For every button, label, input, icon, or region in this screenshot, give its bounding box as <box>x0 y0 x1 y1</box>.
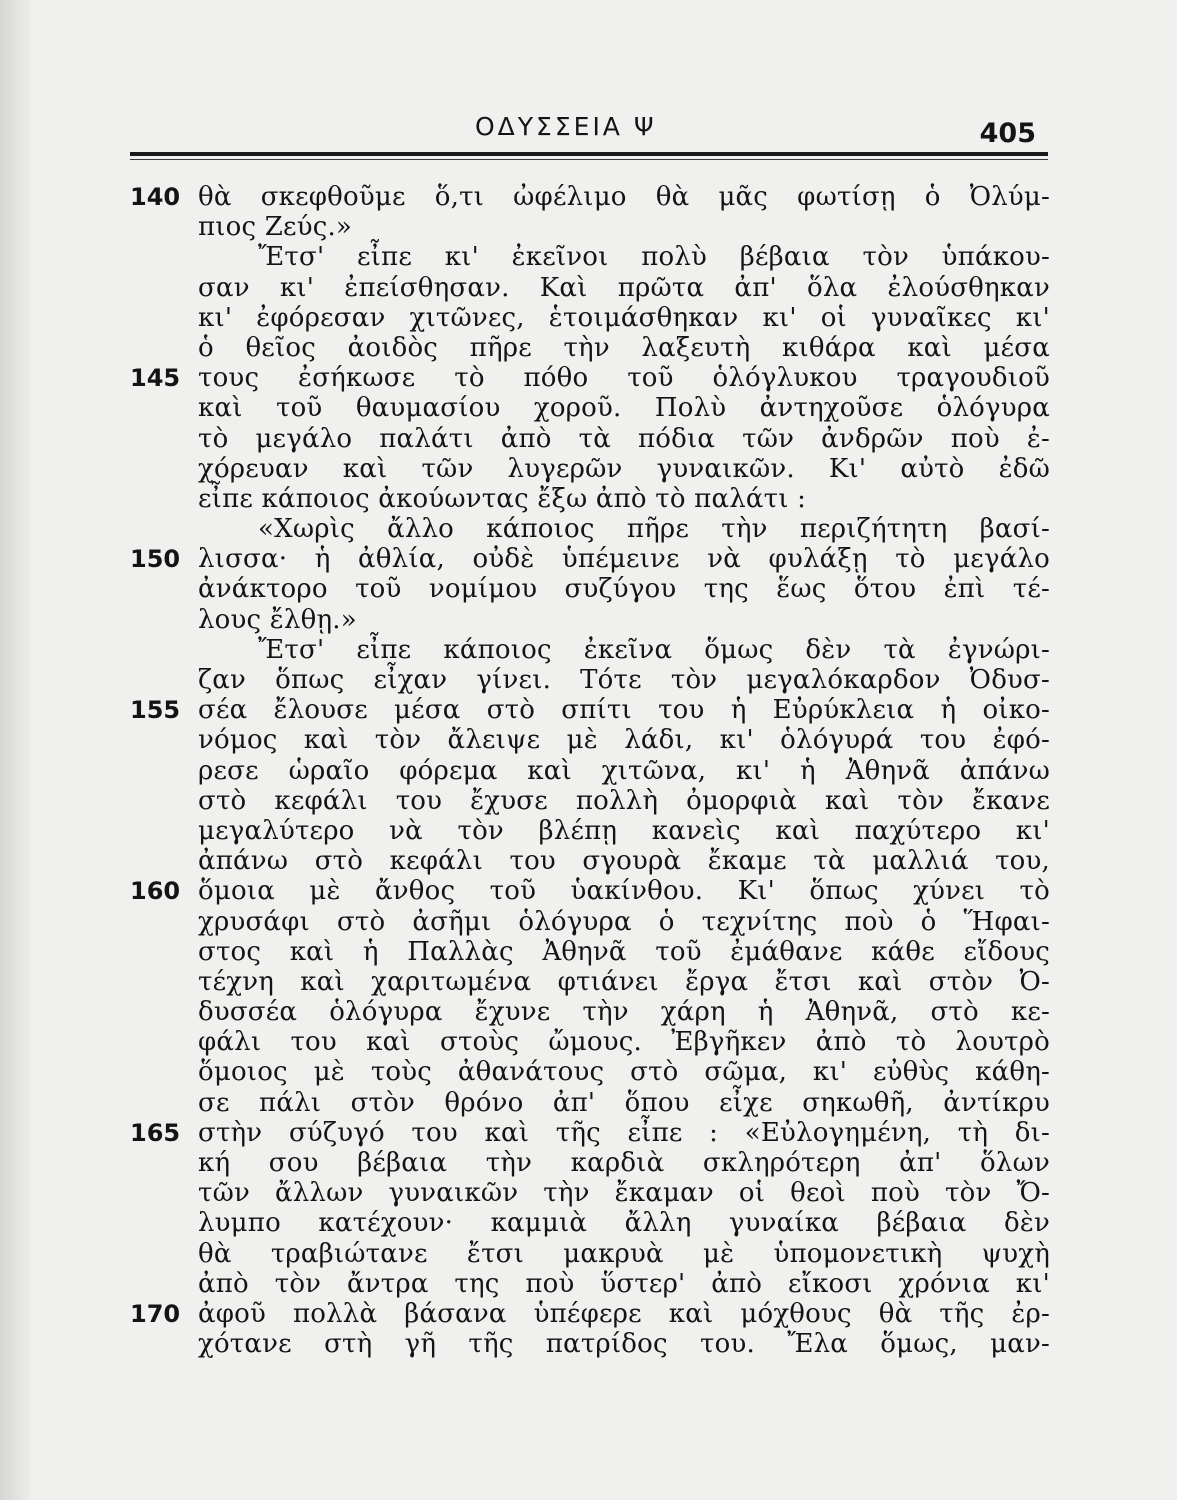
text-line <box>130 212 1050 242</box>
text-line <box>130 997 1050 1027</box>
text-line <box>130 1239 1050 1269</box>
text-line <box>130 1027 1050 1057</box>
line-text: στὸ κεφάλι του ἔχυσε πολλὴ ὀμορφιὰ καὶ τὸν ἔκανε <box>198 785 1050 816</box>
text-line <box>130 1118 1050 1148</box>
line-text: ἀνάκτορο τοῦ νομίμου συζύγου της ἕως ὅτου ἐπὶ τέ- <box>198 574 1050 605</box>
line-number: 165 <box>130 1118 181 1147</box>
text-line <box>130 544 1050 574</box>
line-text: πιος Ζεύς.» <box>198 212 353 243</box>
text-line <box>130 1057 1050 1087</box>
line-text: νόμος καὶ τὸν ἄλειψε μὲ λάδι, κι' ὁλόγυρά του ἐφό- <box>198 725 1050 756</box>
line-number: 140 <box>130 183 181 211</box>
line-text: Ἔτσ' εἶπε κάποιος ἐκεῖνα ὅμως δὲν τὰ ἐγνώρι- <box>258 634 1050 665</box>
line-text: ὅμοιος μὲ τοὺς ἀθανάτους στὸ σῶμα, κι' εὐθὺς κάθη- <box>198 1057 1050 1088</box>
text-line <box>130 424 1050 454</box>
text-line <box>130 605 1050 635</box>
text-line <box>130 273 1050 303</box>
text-line <box>130 242 1050 272</box>
text-line <box>130 574 1050 604</box>
text-line <box>130 816 1050 846</box>
line-text: ἀπάνω στὸ κεφάλι του σγουρὰ ἔκαμε τὰ μαλλιά του, <box>198 846 1050 877</box>
text-line <box>130 695 1050 725</box>
line-number: 155 <box>130 696 181 725</box>
line-text: ὁ θεῖος ἀοιδὸς πῆρε τὴν λαξευτὴ κιθάρα καὶ μέσα <box>198 332 1050 363</box>
line-text: ἀφοῦ πολλὰ βάσανα ὑπέφερε καὶ μόχθους θὰ τῆς ἐρ- <box>198 1298 1050 1329</box>
line-text: σαν κι' ἐπείσθησαν. Καὶ πρῶτα ἀπ' ὅλα ἐλούσθηκαν <box>198 272 1050 303</box>
line-text: τους ἐσήκωσε τὸ πόθο τοῦ ὁλόγλυκου τραγουδιοῦ <box>198 363 1050 394</box>
text-line <box>130 363 1050 393</box>
text-line <box>130 907 1050 937</box>
line-text: καὶ τοῦ θαυμασίου χοροῦ. Πολὺ ἀντηχοῦσε ὁλόγυρα <box>198 393 1050 424</box>
line-text: ζαν ὅπως εἶχαν γίνει. Τότε τὸν μεγαλόκαρδον Ὀδυσ- <box>198 665 1050 695</box>
text-line <box>130 1148 1050 1178</box>
line-text: Ἔτσ' εἶπε κι' ἐκεῖνοι πολὺ βέβαια τὸν ὑπάκου- <box>258 242 1050 273</box>
running-title: ΟΔΥΣΣΕΙΑ Ψ <box>475 112 657 141</box>
line-text: λυμπο κατέχουν· καμμιὰ ἄλλη γυναίκα βέβαια δὲν <box>198 1208 1050 1239</box>
line-text: στὴν σύζυγό του καὶ τῆς εἶπε : «Εὐλογημένη, τὴ δι- <box>198 1117 1050 1148</box>
text-line <box>130 1329 1050 1359</box>
page-number: 405 <box>979 118 1036 149</box>
text-line <box>130 182 1050 212</box>
text-line <box>130 484 1050 514</box>
line-text: μεγαλύτερο νὰ τὸν βλέπῃ κανεὶς καὶ παχύτερο κι' <box>198 815 1050 846</box>
text-line <box>130 967 1050 997</box>
header-rule-thick <box>130 152 1048 156</box>
text-line <box>130 665 1050 695</box>
header-rule-thin <box>130 159 1048 160</box>
text-line <box>130 725 1050 755</box>
line-text: φάλι του καὶ στοὺς ὤμους. Ἐβγῆκεν ἀπὸ τὸ λουτρὸ <box>198 1027 1050 1058</box>
line-text: κή σου βέβαια τὴν καρδιὰ σκληρότερη ἀπ' ὅλων <box>198 1148 1050 1178</box>
line-text: ρεσε ὡραῖο φόρεμα καὶ χιτῶνα, κι' ἡ Ἀθηνᾶ ἀπάνω <box>198 755 1050 786</box>
line-text: τὸ μεγάλο παλάτι ἀπὸ τὰ πόδια τῶν ἀνδρῶν ποὺ ἐ- <box>198 423 1050 454</box>
line-text: θὰ τραβιώτανε ἔτσι μακρυὰ μὲ ὑπομονετικὴ ψυχὴ <box>198 1238 1050 1269</box>
text-line <box>130 786 1050 816</box>
text-line <box>130 514 1050 544</box>
verse-text-block <box>130 182 1050 1359</box>
text-line <box>130 756 1050 786</box>
line-text: χότανε στὴ γῆ τῆς πατρίδος του. Ἔλα ὅμως, μαν- <box>198 1329 1050 1360</box>
text-line <box>130 1178 1050 1208</box>
line-number: 145 <box>130 364 181 393</box>
line-number: 160 <box>130 877 181 906</box>
text-line <box>130 876 1050 906</box>
text-line <box>130 635 1050 665</box>
text-line <box>130 1088 1050 1118</box>
page-gutter-shadow <box>0 0 30 1500</box>
line-text: λους ἔλθῃ.» <box>198 604 357 635</box>
text-line <box>130 393 1050 423</box>
text-line <box>130 846 1050 876</box>
line-text: σε πάλι στὸν θρόνο ἀπ' ὅπου εἶχε σηκωθῆ, ἀντίκρυ <box>198 1087 1050 1118</box>
text-line <box>130 1208 1050 1238</box>
text-line <box>130 454 1050 484</box>
line-text: τῶν ἄλλων γυναικῶν τὴν ἔκαμαν οἱ θεοὶ ποὺ τὸν Ὄ- <box>198 1178 1050 1209</box>
line-number: 150 <box>130 545 181 574</box>
line-text: χόρευαν καὶ τῶν λυγερῶν γυναικῶν. Κι' αὐτὸ ἐδῶ <box>198 453 1050 484</box>
line-text: ὅμοια μὲ ἄνθος τοῦ ὑακίνθου. Κι' ὅπως χύνει τὸ <box>198 876 1050 907</box>
line-text: σέα ἔλουσε μέσα στὸ σπίτι του ἡ Εὐρύκλεια ἡ οἰκο- <box>198 695 1050 726</box>
text-line <box>130 937 1050 967</box>
line-text: κι' ἐφόρεσαν χιτῶνες, ἑτοιμάσθηκαν κι' οἱ γυναῖκες κι' <box>198 302 1050 333</box>
page-header <box>130 112 1050 152</box>
line-text: «Χωρὶς ἄλλο κάποιος πῆρε τὴν περιζήτητη βασί- <box>258 514 1050 545</box>
line-text: λισσα· ἡ ἀθλία, οὐδὲ ὑπέμεινε νὰ φυλάξῃ τὸ μεγάλο <box>198 544 1050 575</box>
line-text: ἀπὸ τὸν ἄντρα της ποὺ ὕστερ' ἀπὸ εἴκοσι χρόνια κι' <box>198 1268 1050 1299</box>
line-text: θὰ σκεφθοῦμε ὅ,τι ὠφέλιμο θὰ μᾶς φωτίσῃ ὁ Ὀλύμ- <box>198 182 1050 212</box>
line-text: εἶπε κάποιος ἀκούωντας ἔξω ἀπὸ τὸ παλάτι : <box>198 483 807 514</box>
text-line <box>130 1269 1050 1299</box>
text-line <box>130 303 1050 333</box>
line-text: στος καὶ ἡ Παλλὰς Ἀθηνᾶ τοῦ ἐμάθανε κάθε εἴδους <box>198 936 1050 967</box>
line-text: τέχνη καὶ χαριτωμένα φτιάνει ἔργα ἔτσι καὶ στὸν Ὀ- <box>198 966 1050 997</box>
line-number: 170 <box>130 1299 181 1328</box>
line-text: δυσσέα ὁλόγυρα ἔχυνε τὴν χάρη ἡ Ἀθηνᾶ, στὸ κε- <box>198 997 1050 1028</box>
text-line <box>130 1299 1050 1329</box>
text-line <box>130 333 1050 363</box>
line-text: χρυσάφι στὸ ἀσῆμι ὁλόγυρα ὁ τεχνίτης ποὺ ὁ Ἥφαι- <box>198 906 1050 937</box>
